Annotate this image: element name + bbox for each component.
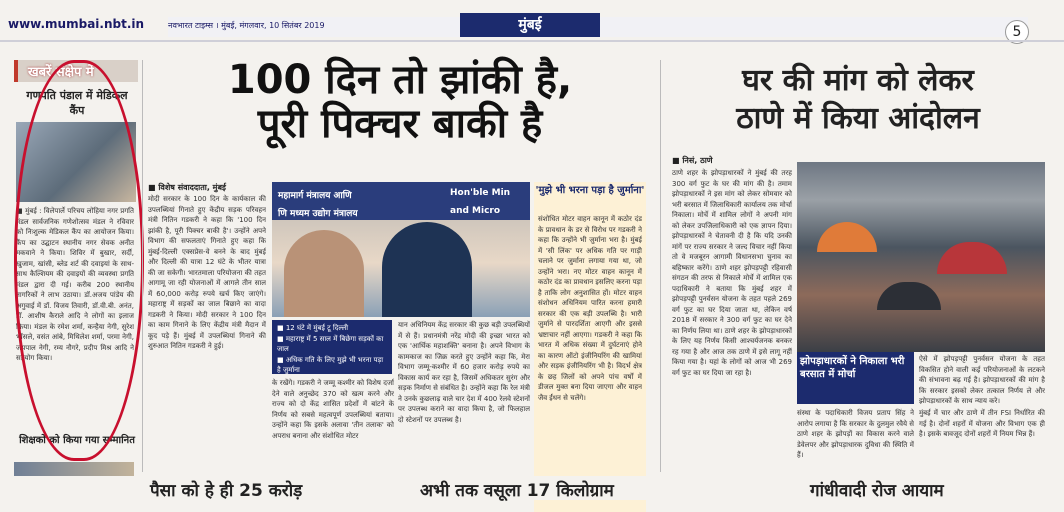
- right-subcol2-top: ऐसे में झोपड़पट्टी पुनर्वसन योजना के तहत विकसित होने वाली कई परियोजनाओं के लटकने की संभावना बढ़ गई है। झोपड़ाधारकों की मांग है कि सरकार इसको लेकर तत्काल निर्णय ले और झोपड़ाधारकों के साथ न्याय करे।: [919, 355, 1045, 404]
- section-title: मुंबई: [460, 13, 600, 37]
- fine-story-headline: 'मुझे भी भरना पड़ा है जुर्माना': [535, 185, 645, 196]
- gadkari-photo: [272, 182, 530, 317]
- briefs-label: खबरें संक्षेप में: [14, 60, 138, 82]
- brief-headline-teachers: शिक्षकों को किया गया सम्मानित: [19, 435, 135, 446]
- page-header: [0, 0, 1064, 40]
- column-divider: [142, 60, 143, 472]
- highlight-item: ■ महाराष्ट्र में 5 साल में बिछेगा सड़कों का जाल: [277, 335, 384, 353]
- highlight-item: ■ अधिक गति के लिए मुझे भी भरना पड़ा है जुर्माना: [277, 356, 384, 374]
- page-number: 5: [1005, 20, 1029, 44]
- edition-line: नवभारत टाइम्स । मुंबई, मंगलवार, 10 सितंबर 2019: [168, 21, 325, 30]
- umbrella: [817, 222, 877, 252]
- site-url[interactable]: www.mumbai.nbt.in: [8, 17, 145, 31]
- next-stories-strip: [0, 476, 1064, 500]
- main-text-col1: मोदी सरकार के 100 दिन के कार्यकाल की उपलब्धियां गिनाते हुए केंद्रीय सड़क परिवहन मंत्री नितिन गडकरी ने कहा कि '100 दिन झांकी है, पूरी पिक्चर बाकी है'। उन्होंने अपने विभाग की सफलताएं गिनाते हुए कहा कि मुंबई-दिल्ली एक्सप्रेस-वे बनने के बाद मुंबई और दिल्ली की यात्रा 12 घंटे के भीतर यात्रा की जा सकेगी। भारतमाला परियोजना की तहत आगामू जा रही योजनाओं में आगले तीन साल में 60,000 करोड़ रुपये खर्च किए जाएंगे। महाराष्ट्र में सड़कों का जाल बिछाने का वादा गडकरी ने किया। मोदी सरकार ने 100 दिन का काम गिनाने के लिए केंद्रीय मंत्री मैदान में कूद पड़े हैं। मुंबई में उपलब्धियां गिनाने की शुरुआत नितिन गडकरी ने हुई।: [148, 195, 266, 350]
- photo-banner-text-2: णि मध्यम उद्योग मंत्रालय: [278, 209, 358, 219]
- fine-story-text: संशोधित मोटर वाहन कानून में कठोर दंड के प्रावधान के डर से विरोध पर गडकरी ने कहा कि उन्होंने भी जुर्माना भरा है। मुंबई में 'सी लिंक' पर अधिक गति पर गाड़ी चलाने पर जुर्माना लगाया गया था, जो उन्होंने भरा। नए मोटर वाहन कानून में कठोर दंड का प्रावधान इसलिए करना पड़ा है ताकि लोग अनुशासित हों। मोटर वाहन संशोधन अधिनियम पारित करना हमारी सरकार की एक बड़ी उपलब्धि है। भारी जुर्माने से पारदर्शिता आएगी और इससे भ्रष्टाचार नहीं आएगा। गडकरी ने कहा कि भारत में अधिक संख्या में दुर्घटनाएं होने का कारण ऑटो इंजीनियरिंग की खामियां और सड़क इंजीनियरिंग भी है। विदर्भ क्षेत्र के छह जिलों को अपने पांच वर्षों में डीजल मुक्त बना दिया जाएगा और वाहन जैव ईंधन से चलेंगे।: [538, 215, 642, 402]
- photo-banner-text-right: Hon'ble Min: [450, 188, 511, 198]
- right-subcol2-bottom: मुंबई में चार और ठाणे में तीन FSI निर्धारित की गई है। दोनों शहरों में योजना और विभाग एक ही है। इसके बावजूद दोनों शहरों में नियम भिन्न हैं।: [919, 409, 1045, 438]
- main-headline: 100 दिन तो झांकी है, पूरी पिक्चर बाकी है: [227, 57, 573, 147]
- protest-subhead: झोपड़ाधारकों ने निकाला भरी बरसात में मोर्चा: [797, 352, 914, 404]
- photo-banner-text: महामार्ग मंत्रालय आणि: [278, 191, 352, 201]
- right-subcol1: संस्था के पदाधिकारी विजय प्रताप सिंह ने आरोप लगाया है कि सरकार के दुलमुल रवैये से ठाणे शहर के झोपड़ों का विकास करने वाले डेवेलपर और झोपड़ाधारक दुविधा की स्थिति में हैं।: [797, 409, 914, 459]
- main-text-col2: के रखेंगे। गडकरी ने जम्मू कश्मीर को विशेष दर्जा देने वाले अनुच्छेद 370 को खत्म करने और राज्य को दो केंद्र शासित प्रदेशों में बांटने के निर्णय को सबसे महत्वपूर्ण उपलब्धियां बताया। उन्होंने कहा कि इसके अलावा 'तीन तलाक' को अपराध बनाना और संशोधित मोटर: [272, 379, 394, 440]
- column-divider: [660, 60, 661, 472]
- right-headline: घर की मांग को लेकर ठाणे में किया आंदोलन: [736, 63, 980, 136]
- right-dateline: ■ निसं, ठाणे: [672, 156, 713, 165]
- person-right: [382, 222, 472, 317]
- main-dateline: ■ विशेष संवाददाता, मुंबई: [148, 183, 226, 192]
- highlight-item: ■ 12 घंटे में मुंबई टू दिल्ली: [277, 324, 349, 332]
- person-left: [284, 230, 364, 317]
- highlights-box: [272, 320, 392, 374]
- strip-headline-right: गांधीवादी रोज आयाम: [810, 481, 944, 501]
- brief-text-camp: ■ मुंबई : विलेपार्ले परिचय लोहिया नगर प्रगति मंडल सार्वजनिक गणेशोत्सव मंडल ने रविवार को निःशुल्क मेडिकल कैंप का आयोजन किया। कैंप का उद्घाटन स्थानीय नगर सेवक अनीत मकवाने ने किया। शिविर में बुखार, सर्दी, खुजाम, खांसी, ब्लेड शर्ट की दवाइयां के साथ-साथ कैल्शियम की दवाइयों की व्यवस्था प्रगति मंडल द्वारा दी गई। करीब 200 स्थानीय नागरिकों ने लाभ उठाया। डॉ.अजय पांडेय की अगुवाई में डॉ. विजय तिवारी, डॉ.वी.बी. अनंत, डॉ. आशीष कैराले आदि ने लोगों का इलाज किया। मंडल के रमेश शर्मा, कन्हैया नेगी, सुरेश भोंसले, वसंत आंबे, मिथिलेश शर्मा, परमा नेगी, जयपाल नेगी, रम्य नौगरे, प्रदीप मिश्र आदि ने सहयोग किया।: [16, 207, 134, 362]
- protest-photo: [797, 162, 1045, 352]
- right-text-col1: ठाणे शहर के झोपड़ाधारकों ने मुंबई की तरह 300 वर्ग फुट के घर की मांग की है। तमाम झोपड़ाधारकों ने इस मांग को लेकर सोमवार को भरी बरसात में जिलाधिकारी कार्यालय तक मोर्चा निकाला। मोर्चे में शामिल लोगों ने अपनी मांग को लेकर उपजिलाधिकारी को एक ज्ञापन दिया। झोपड़ाधारकों ने चेतावनी दी है कि यदि उनकी मांगें पर राज्य सरकार ने जल्द विचार नहीं किया तो वे मजबूरन आगामी विधानसभा चुनाव का बहिष्कार करेंगे। ठाणे शहर झोपड़पट्टी रहिवासी संगठन की तरफ से निकाले मोर्चे में शामिल एक पदाधिकारी ने बताया कि मुंबई शहर में झोपड़पट्टी पुनर्वसन योजना के तहत पहले 269 वर्ग फुट का घर दिया जाता था, लेकिन वर्ष 2018 में सरकार ने 300 वर्ग फुट का घर देने का निर्णय लिया था। ठाणे शहर के झोपड़ाधारकों के लिए यह निर्णय किसी आश्चर्यजनक बनकर रह गया है और आज तक ठाणे में इसे लागू नहीं किया गया है। यहां के लोगों को आज भी 269 वर्ग फुट का घर दिया जा रहा है।: [672, 169, 792, 377]
- photo-banner-text-right-2: and Micro: [450, 206, 501, 216]
- strip-headline-left: पैसा को हे ही 25 करोड़: [150, 481, 303, 501]
- highlight-oval: [14, 60, 144, 461]
- main-text-col3: यान अधिनियम केंद्र सरकार की कुछ बड़ी उपलब्धियों में से हैं। प्रधानमंत्री नरेंद्र मोदी की इच्छा भारत को एक 'आर्थिक महाशक्ति' बनाना है। अपने विभाग के कामकाज का जिक्र करते हुए उन्होंने कहा कि, मेरा विभाग जम्मू-कश्मीर में 60 हजार करोड़ रुपये का विकास कार्य कर रहा है, जिसमें अधिकतर सुरंग और सड़क निर्माण से संबंधित है। उन्होंने कहा कि रेल मंत्री ने उनके कुछलाढ़ वाले चार देश में 400 रेलवे स्टेशनों पर उपलब्ध कराने का वादा किया है, जो फिलहाल दो स्टेशनों पर उपलब्ध है।: [398, 321, 530, 424]
- strip-headline-middle: अभी तक वसूला 17 किलोग्राम: [420, 481, 614, 501]
- brief-headline-camp: गणपति पंडाल में मेडिकल कैंप: [26, 89, 128, 117]
- umbrella: [877, 282, 941, 310]
- umbrella: [937, 242, 1007, 274]
- header-rule: [0, 40, 1064, 42]
